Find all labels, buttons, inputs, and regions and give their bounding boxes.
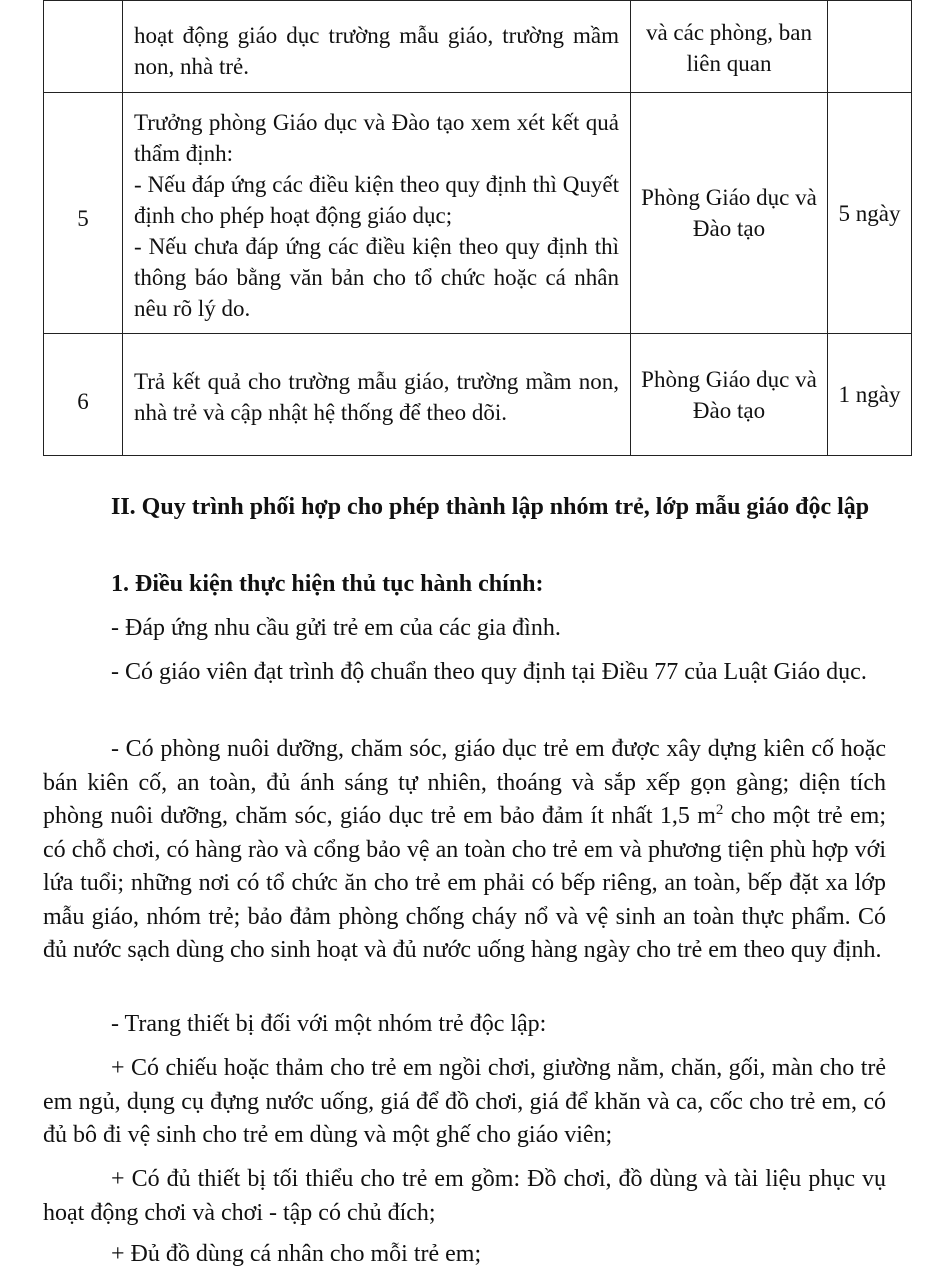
section-title: II. Quy trình phối hợp cho phép thành lập nhóm trẻ, lớp mẫu giáo độc lập bbox=[111, 494, 870, 520]
responsible-unit-cell: Phòng Giáo dục và Đào tạo bbox=[631, 334, 828, 456]
responsible-unit-cell: Phòng Giáo dục và Đào tạo bbox=[631, 93, 828, 334]
table-row bbox=[44, 93, 912, 334]
paragraph: - Trang thiết bị đối với một nhóm trẻ độc lập: bbox=[111, 1011, 547, 1037]
description-text: Trả kết quả cho trường mẫu giáo, trường mầm non, nhà trẻ và cập nhật hệ thống để theo dõi. bbox=[134, 369, 619, 425]
step-cell: 5 bbox=[44, 93, 123, 334]
duration-cell bbox=[828, 1, 912, 93]
paragraph: + Đủ đồ dùng cá nhân cho mỗi trẻ em; bbox=[111, 1241, 482, 1267]
description-cell bbox=[123, 334, 631, 456]
duration-cell: 1 ngày bbox=[828, 334, 912, 456]
paragraph: + Có chiếu hoặc thảm cho trẻ em ngồi chơi, giường nằm, chăn, gối, màn cho trẻ em ngủ, dụng cụ đựng nước uống, giá để đồ chơi, giá để khăn và ca, cốc cho trẻ em, có đủ bô đi vệ sinh cho trẻ em dùng và một ghế cho giáo viên; bbox=[43, 1055, 886, 1148]
procedure-table bbox=[43, 0, 912, 456]
description-text: hoạt động giáo dục trường mẫu giáo, trường mầm non, nhà trẻ. bbox=[134, 22, 619, 79]
subsection-title: 1. Điều kiện thực hiện thủ tục hành chính: bbox=[111, 571, 544, 597]
duration-cell: 5 ngày bbox=[828, 93, 912, 334]
step-cell: 6 bbox=[44, 334, 123, 456]
superscript: 2 bbox=[715, 802, 724, 818]
description-text: - Nếu đáp ứng các điều kiện theo quy định thì Quyết định cho phép hoạt động giáo dục; bbox=[134, 172, 619, 228]
paragraph: - Có giáo viên đạt trình độ chuẩn theo quy định tại Điều 77 của Luật Giáo dục. bbox=[111, 659, 867, 685]
table-row bbox=[44, 1, 912, 93]
paragraph: - Đáp ứng nhu cầu gửi trẻ em của các gia đình. bbox=[111, 615, 561, 641]
responsible-unit-cell: và các phòng, ban liên quan bbox=[631, 1, 828, 93]
paragraph-text: - Có phòng nuôi dưỡng, chăm sóc, giáo dục trẻ em được xây dựng kiên cố hoặc bán kiên cố, an toàn, đủ ánh sáng tự nhiên, thoáng và sắp xếp gọn gàng; diện tích phòng nuôi dưỡng, chăm sóc, giáo dục trẻ em bảo đảm ít nhất 1,5 m bbox=[43, 736, 886, 829]
description-cell bbox=[123, 1, 631, 93]
description-cell bbox=[123, 93, 631, 334]
paragraph-text: cho một trẻ em; có chỗ chơi, có hàng rào và cổng bảo vệ an toàn cho trẻ em và phương tiện phù hợp với lứa tuổi; những nơi có tổ chức ăn cho trẻ em phải có bếp riêng, an toàn, bếp đặt xa lớp mẫu giáo, nhóm trẻ; bảo đảm phòng chống cháy nổ và vệ sinh an toàn thực phẩm. Có đủ nước sạch dùng cho sinh hoạt và đủ nước uống hàng ngày cho trẻ em theo quy định. bbox=[43, 803, 887, 963]
table-row bbox=[44, 334, 912, 456]
description-text: - Nếu chưa đáp ứng các điều kiện theo quy định thì thông báo bằng văn bản cho tổ chức hoặc cá nhân nêu rõ lý do. bbox=[134, 234, 619, 321]
paragraph: + Có đủ thiết bị tối thiểu cho trẻ em gồm: Đồ chơi, đồ dùng và tài liệu phục vụ hoạt động chơi và chơi - tập có chủ đích; bbox=[43, 1166, 886, 1226]
paragraph bbox=[43, 733, 886, 968]
step-cell bbox=[44, 1, 123, 93]
description-text: Trưởng phòng Giáo dục và Đào tạo xem xét kết quả thẩm định: bbox=[134, 110, 619, 166]
